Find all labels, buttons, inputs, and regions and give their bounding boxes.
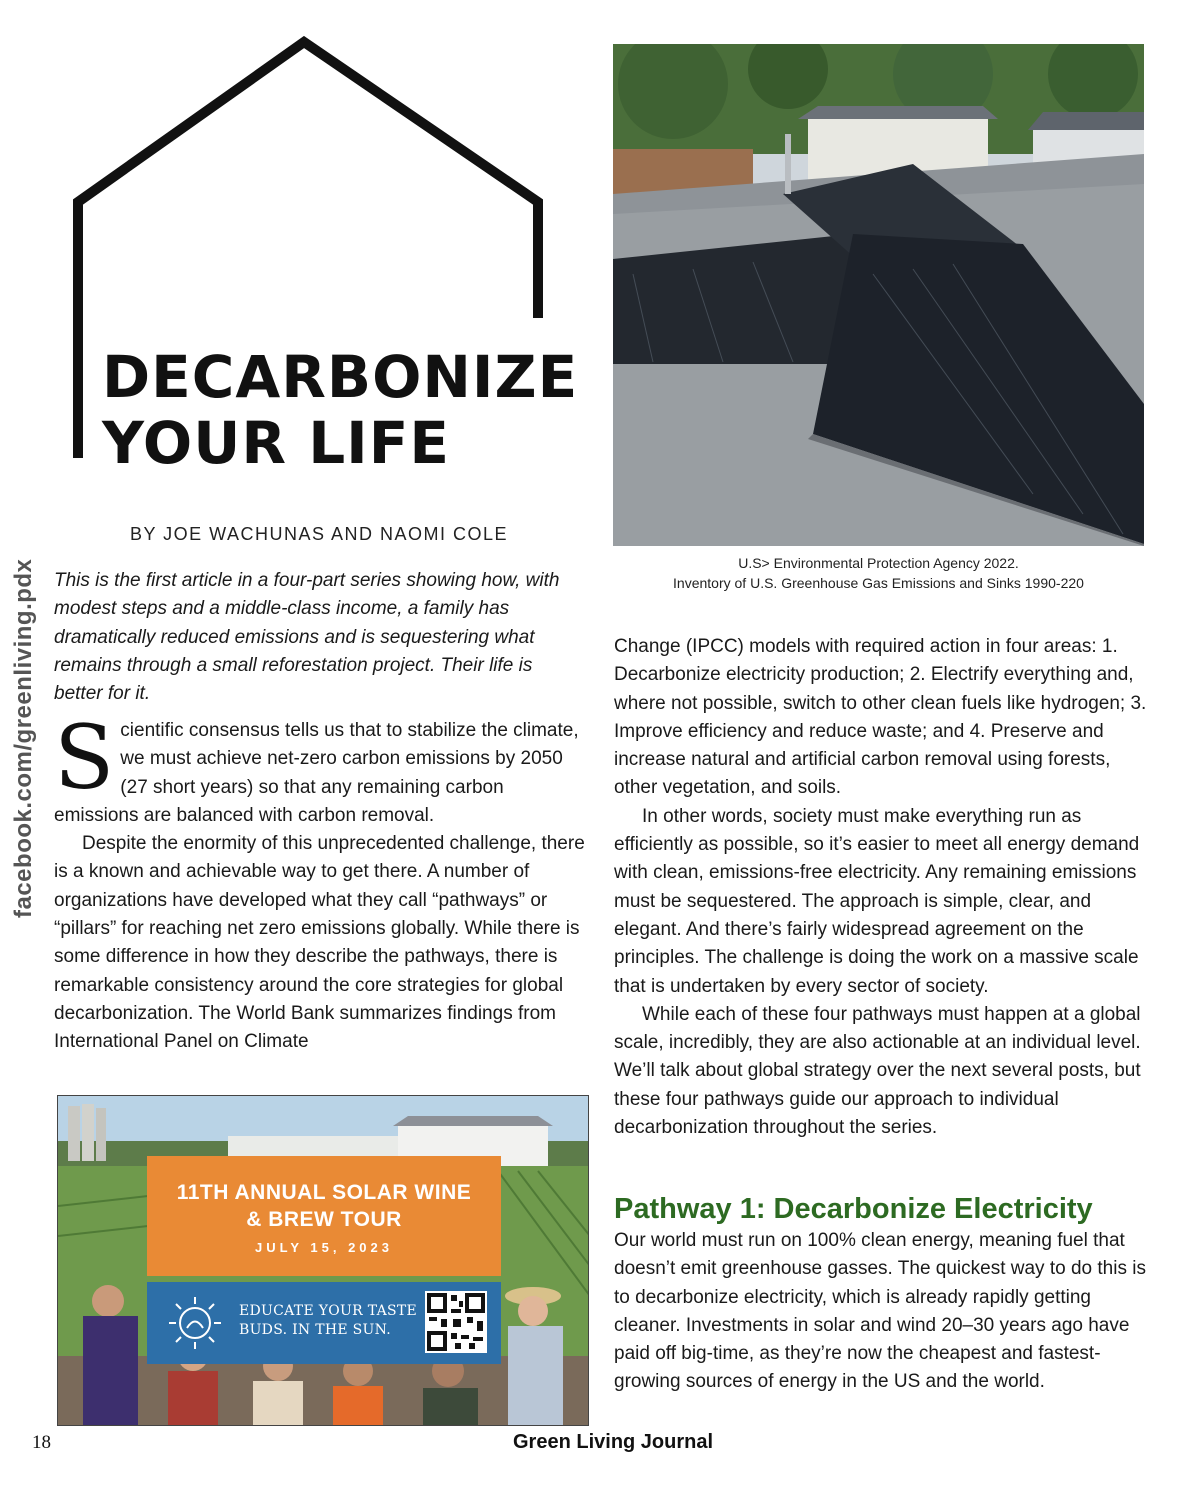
page-number: 18 [32,1432,51,1453]
paragraph-5: While each of these four pathways must happen at a global scale, incredibly, they are also actionable at an individual level. We’ll talk about global strategy over the next several posts, but these four pathways guide our approach to individual decarbonization throughout the series. [614,1003,1141,1139]
drop-cap: S [54,706,115,809]
journal-name: Green Living Journal [513,1431,714,1453]
solar-tour-ad[interactable] [57,1095,589,1426]
ad-date: JULY 15, 2023 [254,1240,394,1255]
article-column-right [614,633,1148,1142]
qr-code-icon[interactable] [425,1291,487,1353]
solar-roof-photo [613,44,1144,546]
section-heading: Pathway 1: Decarbonize Electricity [614,1193,1093,1225]
paragraph-1 [54,706,586,830]
article-column-left [54,706,586,1057]
logo-title-line2: YOUR LIFE [102,409,450,477]
logo-title-line1: DECARBONIZE [102,343,579,411]
paragraph-3: Change (IPCC) models with required action in four areas: 1. Decarbonize electricity production; 2. Electrify everything and, where not possible, switch to other clean fuels like hydrogen; 3. Improve efficiency and reduce waste; and 4. Preserve and increase natural and artificial carbon removal using forests, other vegetation, and soils. [614,636,1147,799]
ad-title-banner [147,1156,501,1276]
caption-line-2: Inventory of U.S. Greenhouse Gas Emissions and Sinks 1990-220 [673,575,1084,591]
photo-caption [613,553,1144,593]
ad-slogan: EDUCATE YOUR TASTE BUDS. IN THE SUN. [239,1303,418,1338]
decarbonize-logo [72,36,579,477]
article-column-right-lower [614,1227,1148,1397]
ad-title-line1: 11TH ANNUAL SOLAR WINE [176,1181,472,1204]
paragraph-4: In other words, society must make everything run as efficiently as possible, so it’s easier to meet all energy demand with clean, emissions-free electricity. Any remaining emissions must be sequestered. The approach is simple, clear, and elegant. And there’s fairly widespread agreement on the principles. The challenge is doing the work on a massive scale that is undertaken by every sector of society. [614,805,1140,997]
paragraph-1-text: cientific consensus tells us that to stabilize the climate, we must achieve net-zero carbon emissions by 2050 (27 short years) so that any remaining carbon emissions are balanced with carbon removal. [54,720,579,826]
byline: BY JOE WACHUNAS AND NAOMI COLE [129,524,509,544]
facebook-url[interactable]: facebook.com/greenliving.pdx [10,558,37,918]
ad-title [147,1179,501,1233]
ad-slogan-banner [147,1282,501,1364]
ad-title-line2: & BREW TOUR [246,1208,402,1231]
article-intro: This is the first article in a four-part series showing how, with modest steps and a middle-class income, a family has dramatically reduced emissions and is sequestering what remains through a small reforestation project. Their life is better for it. [54,570,560,705]
paragraph-6: Our world must run on 100% clean energy, meaning fuel that doesn’t emit greenhouse gasses. The quickest way to do this is to decarbonize electricity, which is already rapidly getting cleaner. Investments in solar and wind 20–30 years ago have paid off big-time, as they’re now the cheapest and fastest-growing sources of energy in the US and the world. [614,1230,1146,1393]
caption-line-1: U.S> Environmental Protection Agency 2022. [738,555,1019,571]
sun-icon [167,1295,223,1351]
paragraph-2: Despite the enormity of this unprecedented challenge, there is a known and achievable way to get there. A number of organizations have developed what they call “pathways” or “pillars” for reaching net zero emissions globally. While there is some difference in how they describe the pathways, there is remarkable consistency around the core strategies for global decarbonization. The World Bank summarizes findings from International Panel on Climate [54,833,585,1053]
